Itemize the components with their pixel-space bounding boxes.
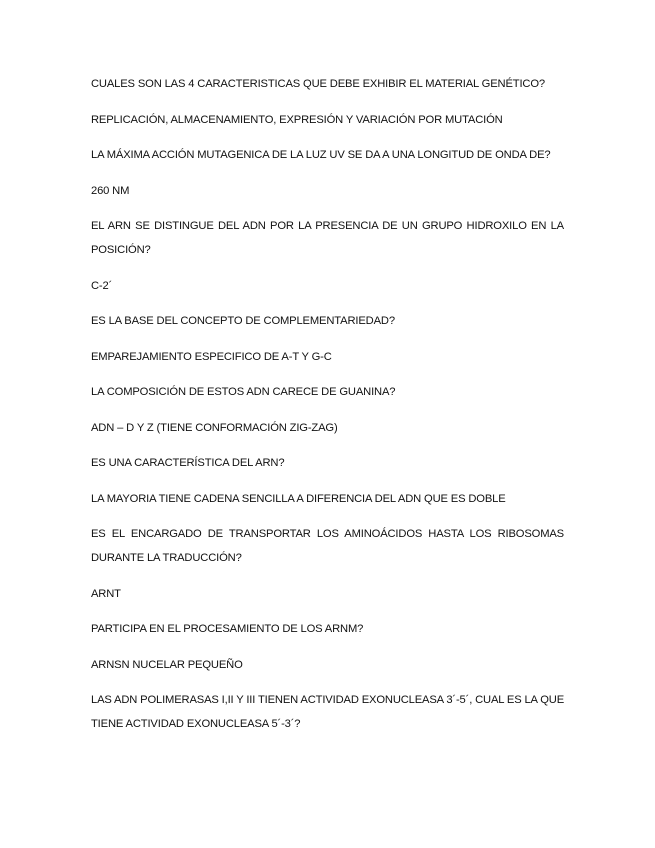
question-1: CUALES SON LAS 4 CARACTERISTICAS QUE DEBE EXHIBIR EL MATERIAL GENÉTICO? (91, 78, 545, 90)
question-9: LAS ADN POLIMERASAS I,II Y III TIENEN ACTIVIDAD EXONUCLEASA 3´-5´, CUAL ES LA QUE TIENE ACTIVIDAD EXONUCLEASA 5´-3´? (91, 694, 565, 730)
document-body (91, 72, 564, 748)
question-8: PARTICIPA EN EL PROCESAMIENTO DE LOS ARNM? (91, 623, 364, 635)
answer-5: ADN – D Y Z (TIENE CONFORMACIÓN ZIG-ZAG) (91, 421, 338, 434)
question-6: ES UNA CARACTERÍSTICA DEL ARN? (91, 457, 285, 469)
question-5: LA COMPOSICIÓN DE ESTOS ADN CARECE DE GUANINA? (91, 386, 396, 398)
question-7: ES EL ENCARGADO DE TRANSPORTAR LOS AMINOÁCIDOS HASTA LOS RIBOSOMAS DURANTE LA TRADUCCIÓN? (91, 528, 564, 564)
answer-1: REPLICACIÓN, ALMACENAMIENTO, EXPRESIÓN Y VARIACIÓN POR MUTACIÓN (91, 113, 503, 126)
answer-8: ARNSN NUCELAR PEQUEÑO (91, 658, 243, 671)
answer-7: ARNT (91, 587, 121, 600)
question-2: LA MÁXIMA ACCIÓN MUTAGENICA DE LA LUZ UV SE DA A UNA LONGITUD DE ONDA DE? (91, 149, 551, 161)
answer-4: EMPAREJAMIENTO ESPECIFICO DE A-T Y G-C (91, 350, 332, 363)
question-3: EL ARN SE DISTINGUE DEL ADN POR LA PRESENCIA DE UN GRUPO HIDROXILO EN LA POSICIÓN? (91, 220, 564, 256)
answer-3: C-2´ (91, 279, 113, 292)
answer-6: LA MAYORIA TIENE CADENA SENCILLA A DIFERENCIA DEL ADN QUE ES DOBLE (91, 492, 506, 505)
answer-2: 260 NM (91, 184, 130, 197)
question-4: ES LA BASE DEL CONCEPTO DE COMPLEMENTARIEDAD? (91, 315, 395, 327)
